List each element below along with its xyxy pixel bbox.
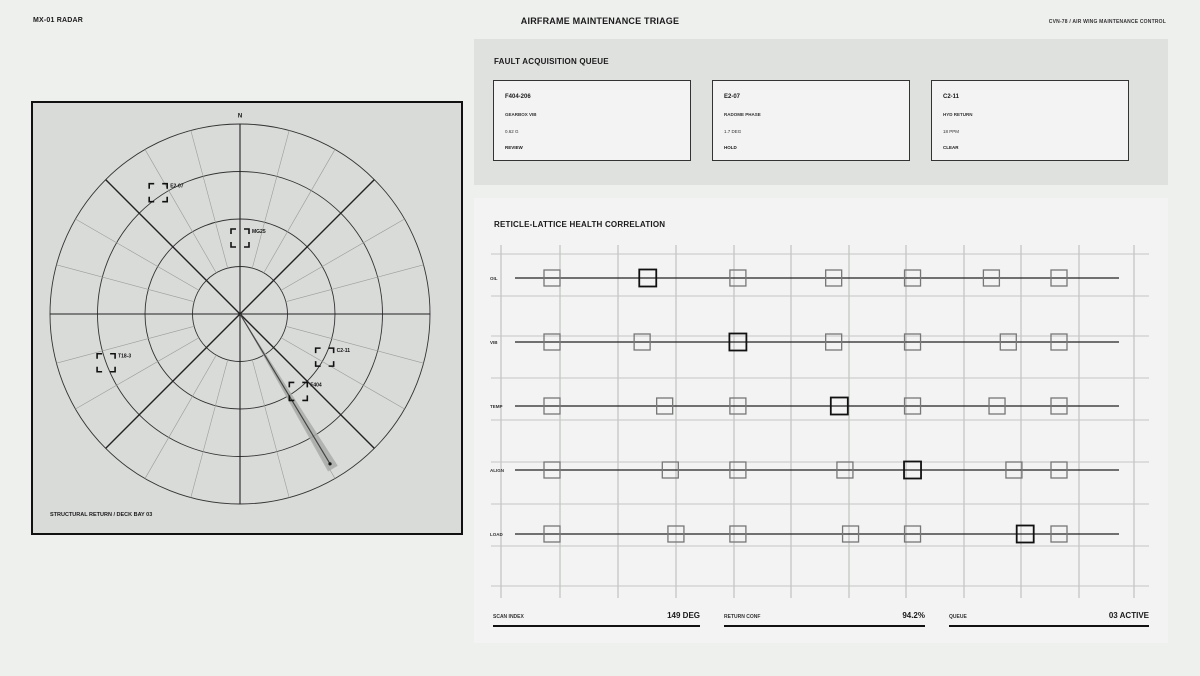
fault-value: 1.7 DEG [724, 129, 742, 134]
contact-label: F404 [310, 382, 322, 389]
row-label-vib: VIB [490, 340, 498, 345]
metric-queue [949, 609, 1149, 627]
correlation-panel [474, 198, 1168, 643]
row-label-align: ALIGN [490, 468, 504, 473]
contact-bracket [244, 229, 249, 234]
spoke-line [286, 326, 424, 363]
fault-status: CLEAR [943, 145, 959, 150]
sweep-line [240, 314, 330, 464]
row-label-temp: TEMP [490, 404, 503, 409]
correlation-lattice[interactable] [474, 198, 1168, 598]
fault-queue-panel [474, 39, 1168, 185]
radar-panel[interactable] [31, 101, 463, 535]
fault-queue-title: FAULT ACQUISITION QUEUE [494, 57, 609, 66]
metric-return-conf [724, 609, 925, 627]
fault-desc: GEARBOX VIB [505, 112, 537, 117]
metric-label: QUEUE [949, 614, 967, 620]
contact-label: T18-3 [118, 353, 132, 360]
row-label-load: LOAD [490, 532, 503, 537]
spoke-line [286, 265, 424, 302]
spoke-line [56, 265, 194, 302]
fault-desc: RADOME PHASE [724, 112, 761, 117]
contact-bracket [329, 361, 334, 366]
fault-card-1[interactable] [493, 80, 691, 161]
contact-bracket [97, 354, 102, 359]
metric-scan-index [493, 609, 700, 627]
fault-value: 0.62 G [505, 129, 519, 134]
spoke-line [252, 130, 289, 268]
contact-label: MG25 [252, 229, 266, 235]
spoke-line [252, 360, 289, 498]
contact-bracket [97, 367, 102, 372]
spoke-line [191, 130, 228, 268]
metric-label: SCAN INDEX [493, 614, 524, 620]
fault-status: HOLD [724, 145, 737, 150]
contact-marker[interactable] [149, 184, 184, 202]
spoke-line [191, 360, 228, 498]
contact-bracket [316, 361, 321, 366]
contact-bracket [231, 229, 236, 234]
contact-bracket [244, 242, 249, 247]
fault-id: E2-07 [724, 94, 741, 100]
fault-card-2[interactable] [712, 80, 910, 161]
fault-value: 18 PPM [943, 129, 960, 134]
row-label-oil: OIL [490, 276, 498, 281]
page-title: AIRFRAME MAINTENANCE TRIAGE [520, 16, 680, 26]
contact-bracket [329, 348, 334, 353]
fault-desc: HYD RETURN [943, 112, 973, 117]
fault-card-3[interactable] [931, 80, 1129, 161]
radar-scope[interactable] [33, 103, 461, 533]
sweep-tip [328, 462, 331, 465]
north-label: N [237, 113, 243, 120]
contact-bracket [316, 348, 321, 353]
axis-line [106, 180, 240, 314]
contact-label: E2-07 [170, 183, 184, 190]
app-label: MX-01 RADAR [33, 17, 84, 24]
fault-id: C2-11 [943, 94, 960, 100]
unit-label: CVN-78 / AIR WING MAINTENANCE CONTROL [1048, 19, 1166, 25]
contact-bracket [302, 395, 307, 400]
metric-value: 149 DEG [667, 611, 700, 620]
contact-bracket [149, 184, 154, 189]
contact-bracket [149, 197, 154, 202]
contact-bracket [110, 367, 115, 372]
metric-value: 03 ACTIVE [1108, 611, 1149, 620]
axis-line [106, 314, 240, 448]
metric-label: RETURN CONF [724, 614, 761, 620]
contact-bracket [162, 197, 167, 202]
fault-status: REVIEW [505, 145, 523, 150]
contact-bracket [110, 354, 115, 359]
contact-bracket [231, 242, 236, 247]
contact-marker[interactable] [97, 354, 131, 372]
correlation-title: RETICLE-LATTICE HEALTH CORRELATION [494, 220, 666, 229]
radar-caption: STRUCTURAL RETURN / DECK BAY 03 [50, 512, 153, 518]
contact-bracket [289, 382, 294, 387]
metric-value: 94.2% [902, 611, 925, 620]
fault-id: F404-206 [505, 94, 531, 100]
axis-line [240, 180, 374, 314]
contact-bracket [162, 184, 167, 189]
contact-label: C2-11 [336, 348, 350, 355]
